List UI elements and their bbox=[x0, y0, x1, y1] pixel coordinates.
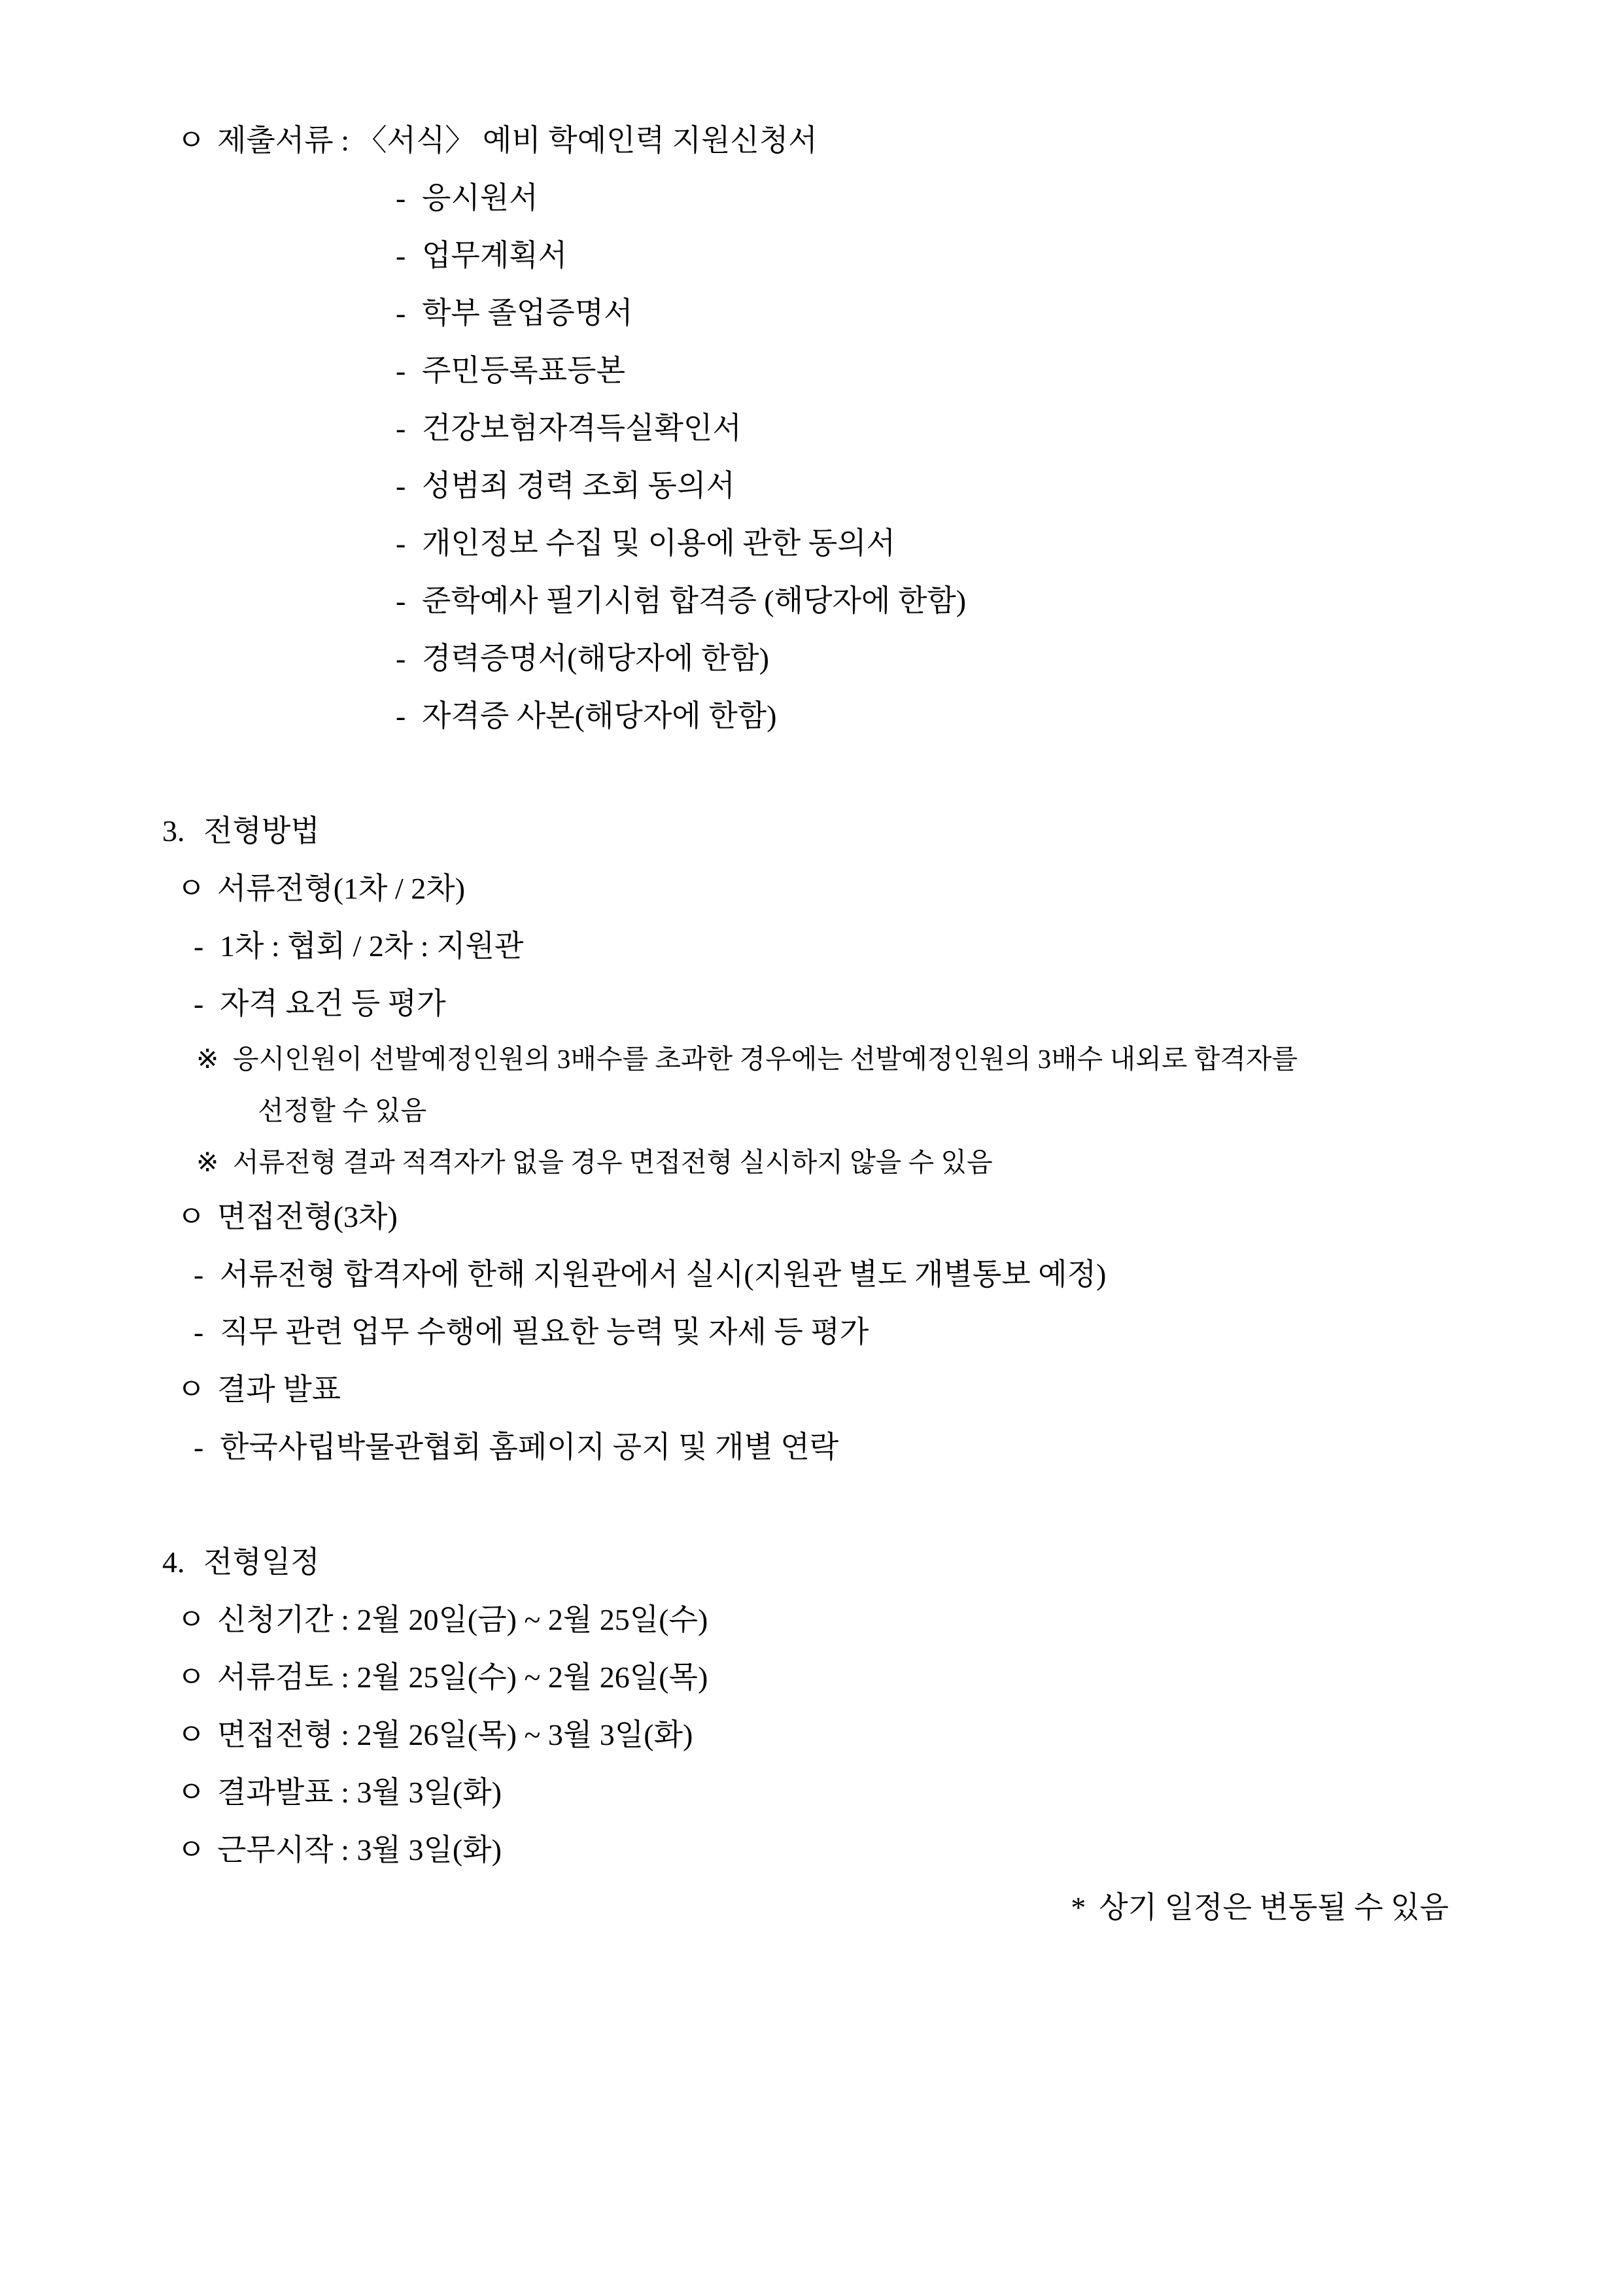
interview-heading: 면접전형(3차) bbox=[217, 1200, 398, 1233]
submission-item: 성범죄 경력 조회 동의서 bbox=[422, 469, 735, 502]
document-screening-heading-line bbox=[0, 860, 1624, 918]
results-detail-line bbox=[0, 1419, 1624, 1476]
circle-bullet: ㅇ bbox=[177, 872, 206, 905]
schedule-item-line bbox=[0, 1764, 1624, 1821]
footnote-asterisk: * bbox=[1071, 1891, 1086, 1924]
submission-item: 주민등록표등본 bbox=[422, 354, 626, 387]
schedule-item-line bbox=[0, 1706, 1624, 1764]
schedule-item-line bbox=[0, 1821, 1624, 1879]
section-title: 전형일정 bbox=[203, 1545, 320, 1579]
section-gap bbox=[0, 1476, 1624, 1534]
dash-bullet: - bbox=[396, 239, 406, 272]
dash-bullet: - bbox=[194, 987, 204, 1020]
submission-item-line bbox=[0, 457, 1624, 515]
circle-bullet: ㅇ bbox=[177, 1603, 206, 1636]
circle-bullet: ㅇ bbox=[177, 1776, 206, 1809]
interview-detail-line bbox=[0, 1303, 1624, 1361]
circle-bullet: ㅇ bbox=[177, 124, 206, 157]
submission-item: 자격증 사본(해당자에 한함) bbox=[422, 699, 777, 732]
submission-item-line bbox=[0, 515, 1624, 572]
interview-detail: 직무 관련 업무 수행에 필요한 능력 및 자세 등 평가 bbox=[220, 1315, 869, 1349]
results-heading: 결과 발표 bbox=[217, 1373, 341, 1406]
schedule-item: 결과발표 : 3월 3일(화) bbox=[217, 1776, 502, 1809]
schedule-item: 신청기간 : 2월 20일(금) ~ 2월 25일(수) bbox=[217, 1603, 708, 1636]
screening-note-text: 서류전형 결과 적격자가 없을 경우 면접전형 실시하지 않을 수 있음 bbox=[233, 1146, 993, 1177]
dash-bullet: - bbox=[194, 1430, 204, 1464]
circle-bullet: ㅇ bbox=[177, 1661, 206, 1694]
interview-detail-line bbox=[0, 1246, 1624, 1303]
submission-item-line bbox=[0, 572, 1624, 630]
submission-item: 건강보험자격득실확인서 bbox=[422, 411, 742, 445]
results-detail: 한국사립박물관협회 홈페이지 공지 및 개별 연락 bbox=[220, 1430, 839, 1464]
dash-bullet: - bbox=[194, 1315, 204, 1349]
submission-item: 업무계획서 bbox=[422, 239, 568, 272]
dash-bullet: - bbox=[396, 181, 406, 215]
circle-bullet: ㅇ bbox=[177, 1373, 206, 1406]
screening-note-continuation-line bbox=[0, 1085, 1624, 1136]
submission-item: 개인정보 수집 및 이용에 관한 동의서 bbox=[422, 526, 896, 560]
submission-item-line bbox=[0, 630, 1624, 687]
results-heading-line bbox=[0, 1361, 1624, 1419]
document-screening-detail-line bbox=[0, 975, 1624, 1033]
submission-item-line bbox=[0, 169, 1624, 227]
submission-title: 제출서류 : 〈서식〉 예비 학예인력 지원신청서 bbox=[217, 124, 818, 157]
dash-bullet: - bbox=[194, 929, 204, 963]
interview-heading-line bbox=[0, 1188, 1624, 1246]
submission-item: 경력증명서(해당자에 한함) bbox=[422, 642, 769, 675]
submission-item-line bbox=[0, 227, 1624, 284]
section-gap bbox=[0, 745, 1624, 802]
document-screening-detail-line bbox=[0, 918, 1624, 975]
document-screening-detail: 자격 요건 등 평가 bbox=[220, 987, 446, 1020]
section-4-heading bbox=[0, 1534, 1624, 1591]
schedule-footnote: 상기 일정은 변동될 수 있음 bbox=[1099, 1891, 1449, 1924]
schedule-item: 근무시작 : 3월 3일(화) bbox=[217, 1833, 502, 1867]
section-number: 3. bbox=[162, 814, 185, 848]
screening-note-line bbox=[0, 1136, 1624, 1188]
note-mark: ※ bbox=[196, 1043, 219, 1074]
circle-bullet: ㅇ bbox=[177, 1200, 206, 1233]
submission-item: 학부 졸업증명서 bbox=[422, 296, 633, 330]
document-screening-heading: 서류전형(1차 / 2차) bbox=[217, 872, 466, 905]
submission-header-line bbox=[0, 112, 1624, 169]
circle-bullet: ㅇ bbox=[177, 1833, 206, 1867]
schedule-item: 면접전형 : 2월 26일(목) ~ 3월 3일(화) bbox=[217, 1718, 693, 1751]
section-number: 4. bbox=[162, 1545, 185, 1579]
screening-note-continuation: 선정할 수 있음 bbox=[258, 1095, 427, 1126]
section-title: 전형방법 bbox=[203, 814, 320, 848]
screening-note-text: 응시인원이 선발예정인원의 3배수를 초과한 경우에는 선발예정인원의 3배수 내외로 합격자를 bbox=[233, 1043, 1298, 1074]
dash-bullet: - bbox=[396, 354, 406, 387]
submission-item: 준학예사 필기시험 합격증 (해당자에 한함) bbox=[422, 584, 967, 617]
submission-item-line bbox=[0, 687, 1624, 745]
schedule-item-line bbox=[0, 1591, 1624, 1649]
schedule-item-line bbox=[0, 1649, 1624, 1706]
document-screening-detail: 1차 : 협회 / 2차 : 지원관 bbox=[220, 929, 524, 963]
dash-bullet: - bbox=[396, 469, 406, 502]
circle-bullet: ㅇ bbox=[177, 1718, 206, 1751]
dash-bullet: - bbox=[396, 584, 406, 617]
dash-bullet: - bbox=[396, 699, 406, 732]
submission-item-line bbox=[0, 400, 1624, 457]
note-mark: ※ bbox=[196, 1146, 219, 1177]
dash-bullet: - bbox=[396, 411, 406, 445]
schedule-footnote-line bbox=[0, 1879, 1624, 1936]
screening-note-line bbox=[0, 1033, 1624, 1085]
interview-detail: 서류전형 합격자에 한해 지원관에서 실시(지원관 별도 개별통보 예정) bbox=[220, 1258, 1107, 1291]
dash-bullet: - bbox=[396, 296, 406, 330]
submission-item-line bbox=[0, 342, 1624, 400]
dash-bullet: - bbox=[396, 642, 406, 675]
dash-bullet: - bbox=[396, 526, 406, 560]
submission-item: 응시원서 bbox=[422, 181, 538, 215]
schedule-item: 서류검토 : 2월 25일(수) ~ 2월 26일(목) bbox=[217, 1661, 708, 1694]
dash-bullet: - bbox=[194, 1258, 204, 1291]
submission-item-line bbox=[0, 284, 1624, 342]
section-3-heading bbox=[0, 802, 1624, 860]
